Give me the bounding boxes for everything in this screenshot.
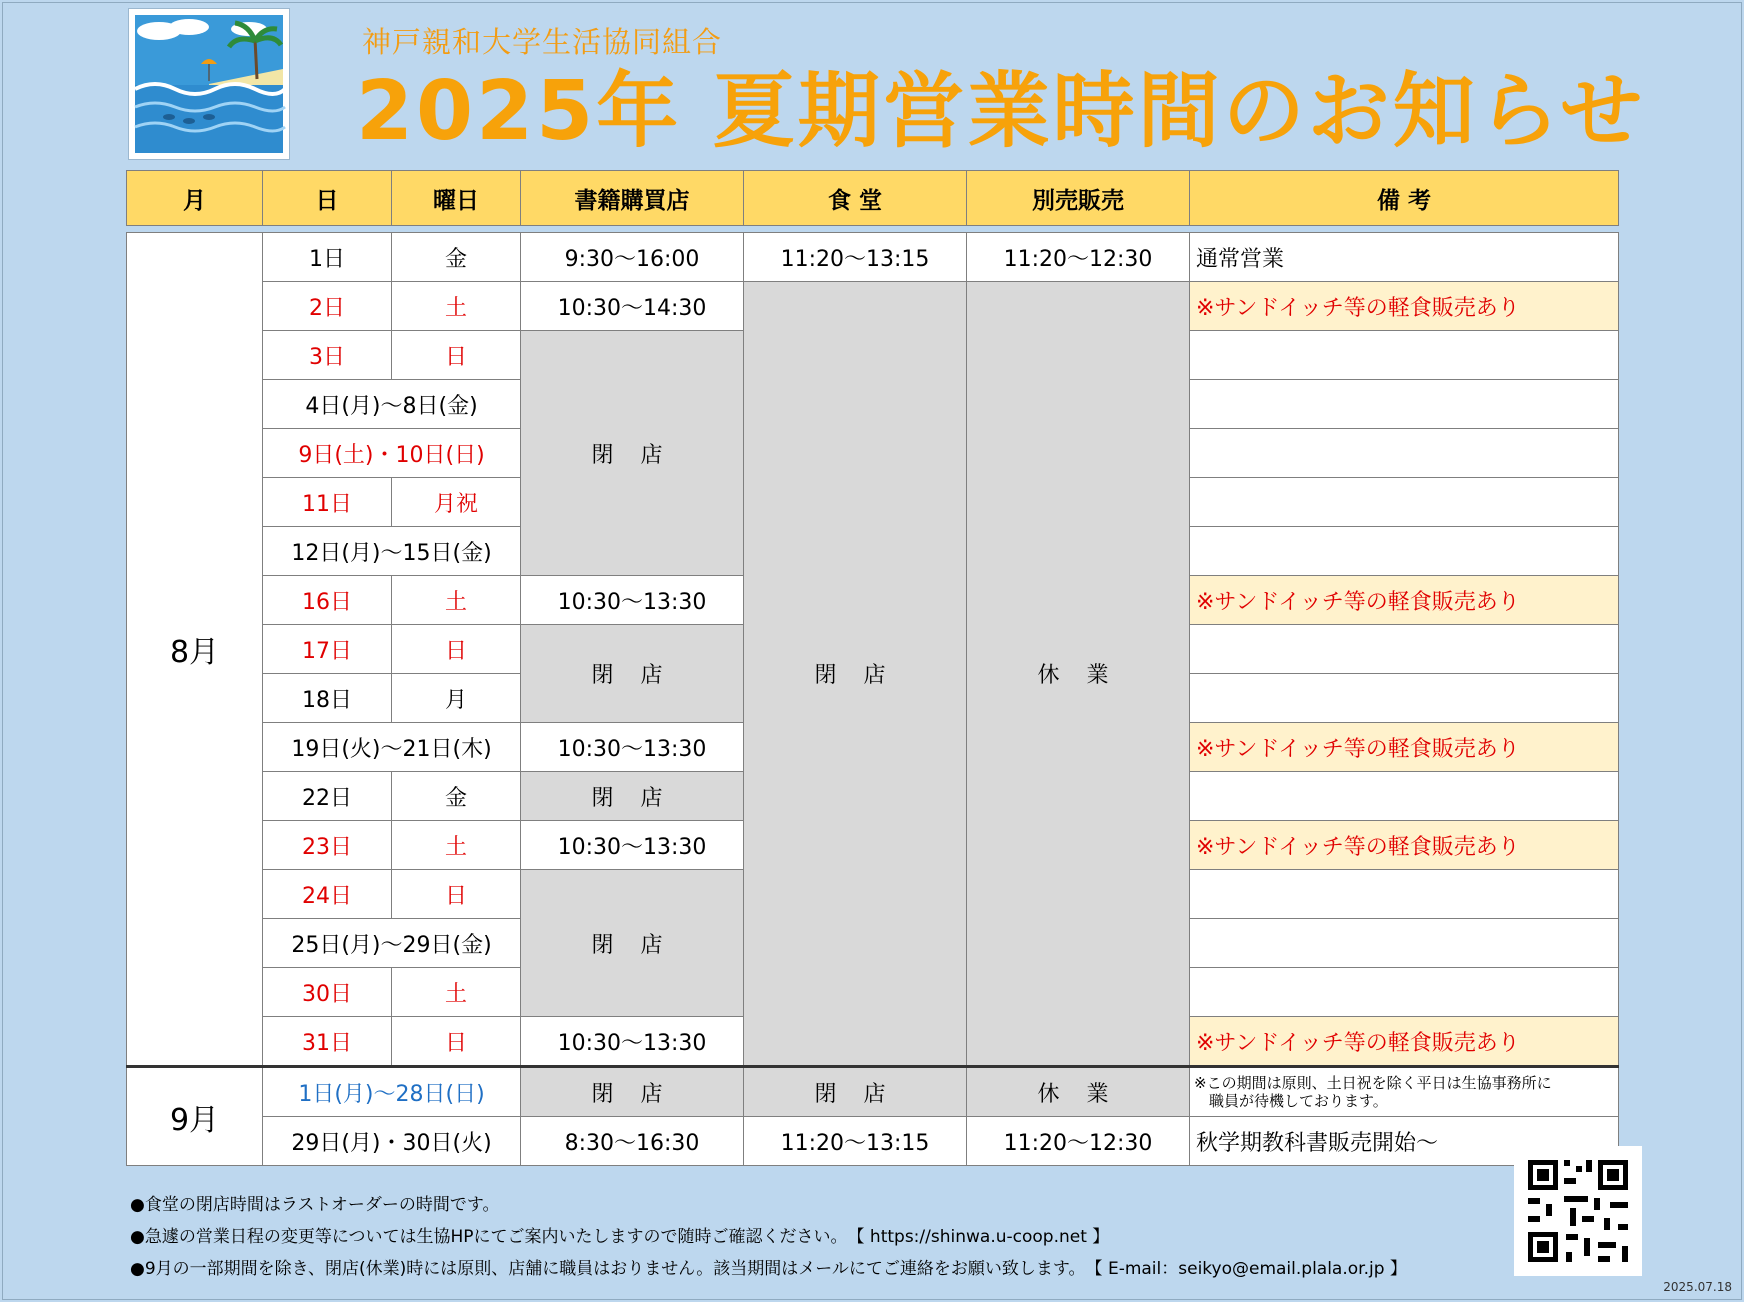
day-range: 1日(月)～28日(日): [263, 1067, 521, 1117]
cafeteria-closed: 閉 店: [744, 1067, 967, 1117]
note-cell: [1190, 331, 1619, 380]
page-title: 2025年 夏期営業時間のお知らせ: [356, 64, 1646, 159]
day-cell: 24日: [263, 870, 392, 919]
store-hours: 9:30～16:00: [521, 233, 744, 282]
weekday-cell: 日: [392, 625, 521, 674]
weekday-cell: 土: [392, 821, 521, 870]
day-cell: 17日: [263, 625, 392, 674]
note-cell: ※サンドイッチ等の軽食販売あり: [1190, 1017, 1619, 1067]
col-notes: 備 考: [1190, 171, 1619, 226]
weekday-cell: 土: [392, 282, 521, 331]
col-weekday: 曜日: [392, 171, 521, 226]
weekday-cell: 日: [392, 1017, 521, 1067]
note-cell: [1190, 625, 1619, 674]
note-cell: ※サンドイッチ等の軽食販売あり: [1190, 723, 1619, 772]
beach-illustration: [128, 8, 290, 160]
day-range: 19日(火)～21日(木): [263, 723, 521, 772]
note-cell: 通常営業: [1190, 233, 1619, 282]
table-header-row: [127, 171, 1619, 226]
store-hours: 10:30～13:30: [521, 1017, 744, 1067]
store-closed: 閉 店: [521, 870, 744, 1017]
note-cell: [1190, 968, 1619, 1017]
date-stamp: 2025.07.18: [1663, 1280, 1732, 1294]
note-cell: ※サンドイッチ等の軽食販売あり: [1190, 576, 1619, 625]
day-cell: 11日: [263, 478, 392, 527]
sales-hours: 11:20～12:30: [967, 1117, 1190, 1166]
store-hours: 10:30～14:30: [521, 282, 744, 331]
weekday-cell: 金: [392, 772, 521, 821]
schedule-table: [126, 170, 1619, 1166]
note-cell: [1190, 380, 1619, 429]
store-hours: 10:30～13:30: [521, 723, 744, 772]
store-hours: 10:30～13:30: [521, 821, 744, 870]
footer-note-2: ●急遽の営業日程の変更等については生協HPにてご案内いたしますので随時ご確認ください。 【 https://shinwa.u-coop.net 】: [130, 1227, 1110, 1247]
col-bookstore: 書籍購買店: [521, 171, 744, 226]
footer-note-1: ●食堂の閉店時間はラストオーダーの時間です。: [130, 1195, 500, 1215]
sales-hours: 11:20～12:30: [967, 233, 1190, 282]
qr-code-icon: [1514, 1146, 1642, 1276]
store-closed: 閉 店: [521, 331, 744, 576]
footer-note-3: ●9月の一部期間を除き、閉店(休業)時には原則、店舗に職員はおりません。該当期間はメールにてご連絡をお願い致します。 【 E-mail：seikyo@email.plala.or.jp 】: [130, 1259, 1407, 1279]
table-row: [127, 282, 1619, 331]
store-closed: 閉 店: [521, 1067, 744, 1117]
store-closed: 閉 店: [521, 625, 744, 723]
sales-rest: 休 業: [967, 1067, 1190, 1117]
day-range: 4日(月)～8日(金): [263, 380, 521, 429]
day-cell: 2日: [263, 282, 392, 331]
weekday-cell: 日: [392, 870, 521, 919]
store-closed: 閉 店: [521, 772, 744, 821]
day-cell: 1日: [263, 233, 392, 282]
store-hours: 10:30～13:30: [521, 576, 744, 625]
note-cell: ※サンドイッチ等の軽食販売あり: [1190, 282, 1619, 331]
note-cell: ※サンドイッチ等の軽食販売あり: [1190, 821, 1619, 870]
weekday-cell: 月祝: [392, 478, 521, 527]
note-cell: [1190, 429, 1619, 478]
cafeteria-closed: 閉 店: [744, 282, 967, 1067]
day-cell: 3日: [263, 331, 392, 380]
day-cell: 23日: [263, 821, 392, 870]
note-text: ※この期間は原則、土日祝を除く平日は生協事務所に 職員が待機しております。: [1194, 1074, 1552, 1110]
note-cell: [1190, 527, 1619, 576]
day-cell: 30日: [263, 968, 392, 1017]
col-day: 日: [263, 171, 392, 226]
day-cell: 22日: [263, 772, 392, 821]
weekday-cell: 日: [392, 331, 521, 380]
cafeteria-hours: 11:20～13:15: [744, 233, 967, 282]
day-range: 9日(土)・10日(日): [263, 429, 521, 478]
col-month: 月: [127, 171, 263, 226]
day-range: 25日(月)～29日(金): [263, 919, 521, 968]
table-row: [127, 1117, 1619, 1166]
note-cell: [1190, 1067, 1619, 1117]
table-row: [127, 233, 1619, 282]
month-september: 9月: [127, 1067, 263, 1166]
day-range: 29日(月)・30日(火): [263, 1117, 521, 1166]
cafeteria-hours: 11:20～13:15: [744, 1117, 967, 1166]
table-row: [127, 1067, 1619, 1117]
col-cafeteria: 食 堂: [744, 171, 967, 226]
day-range: 12日(月)～15日(金): [263, 527, 521, 576]
weekday-cell: 土: [392, 576, 521, 625]
day-cell: 16日: [263, 576, 392, 625]
note-cell: [1190, 919, 1619, 968]
month-august: 8月: [127, 233, 263, 1067]
sales-rest: 休 業: [967, 282, 1190, 1067]
weekday-cell: 月: [392, 674, 521, 723]
organization-name: 神戸親和大学生活協同組合: [362, 25, 723, 59]
note-cell: 秋学期教科書販売開始～: [1190, 1117, 1619, 1166]
note-cell: [1190, 870, 1619, 919]
col-sales: 別売販売: [967, 171, 1190, 226]
day-cell: 31日: [263, 1017, 392, 1067]
note-cell: [1190, 674, 1619, 723]
day-cell: 18日: [263, 674, 392, 723]
store-hours: 8:30～16:30: [521, 1117, 744, 1166]
weekday-cell: 土: [392, 968, 521, 1017]
weekday-cell: 金: [392, 233, 521, 282]
note-cell: [1190, 478, 1619, 527]
note-cell: [1190, 772, 1619, 821]
